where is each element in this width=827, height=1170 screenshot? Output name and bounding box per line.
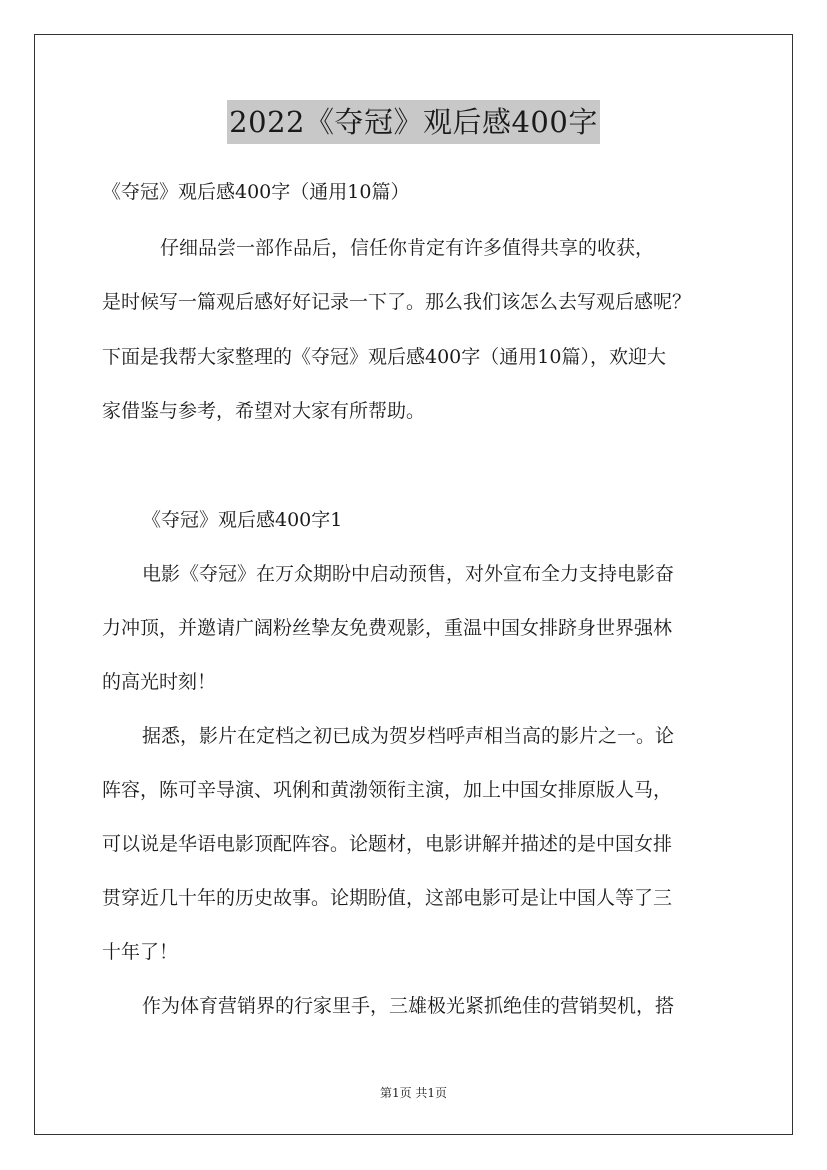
paragraph-line: 仔细品尝一部作品后，信任你肯定有许多值得共享的收获， <box>160 237 655 259</box>
paragraph-line: 据悉，影片在定档之初已成为贺岁档呼声相当高的影片之一。论 <box>142 725 675 747</box>
paragraph-line: 力冲顶，并邀请广阔粉丝挚友免费观影，重温中国女排跻身世界强林 <box>102 617 673 639</box>
title-container <box>0 100 827 144</box>
paragraph-line: 家借鉴与参考，希望对大家有所帮助。 <box>102 400 426 422</box>
paragraph-line: 可以说是华语电影顶配阵容。论题材，电影讲解并描述的是中国女排 <box>102 833 673 855</box>
paragraph-line: 的高光时刻！ <box>102 671 217 693</box>
paragraph-line: 阵容，陈可辛导演、巩俐和黄渤领衔主演，加上中国女排原版人马， <box>102 779 673 801</box>
paragraph-line: 贯穿近几十年的历史故事。论期盼值，这部电影可是让中国人等了三 <box>102 887 673 909</box>
paragraph-line: 下面是我帮大家整理的《夺冠》观后感400字（通用10篇），欢迎大 <box>102 346 666 368</box>
subtitle-line: 《夺冠》观后感400字（通用10篇） <box>102 181 410 203</box>
document-title: 2022《夺冠》观后感400字 <box>227 100 600 144</box>
page-footer: 第1页 共1页 <box>379 1086 448 1100</box>
paragraph-line: 是时候写一篇观后感好好记录一下了。那么我们该怎么去写观后感呢？ <box>102 291 692 313</box>
paragraph-line: 电影《夺冠》在万众期盼中启动预售，对外宣布全力支持电影奋 <box>142 563 675 585</box>
paragraph-line: 作为体育营销界的行家里手，三雄极光紧抓绝佳的营销契机，搭 <box>142 995 675 1017</box>
section-heading: 《夺冠》观后感400字1 <box>142 509 343 531</box>
paragraph-line: 十年了！ <box>102 941 179 963</box>
